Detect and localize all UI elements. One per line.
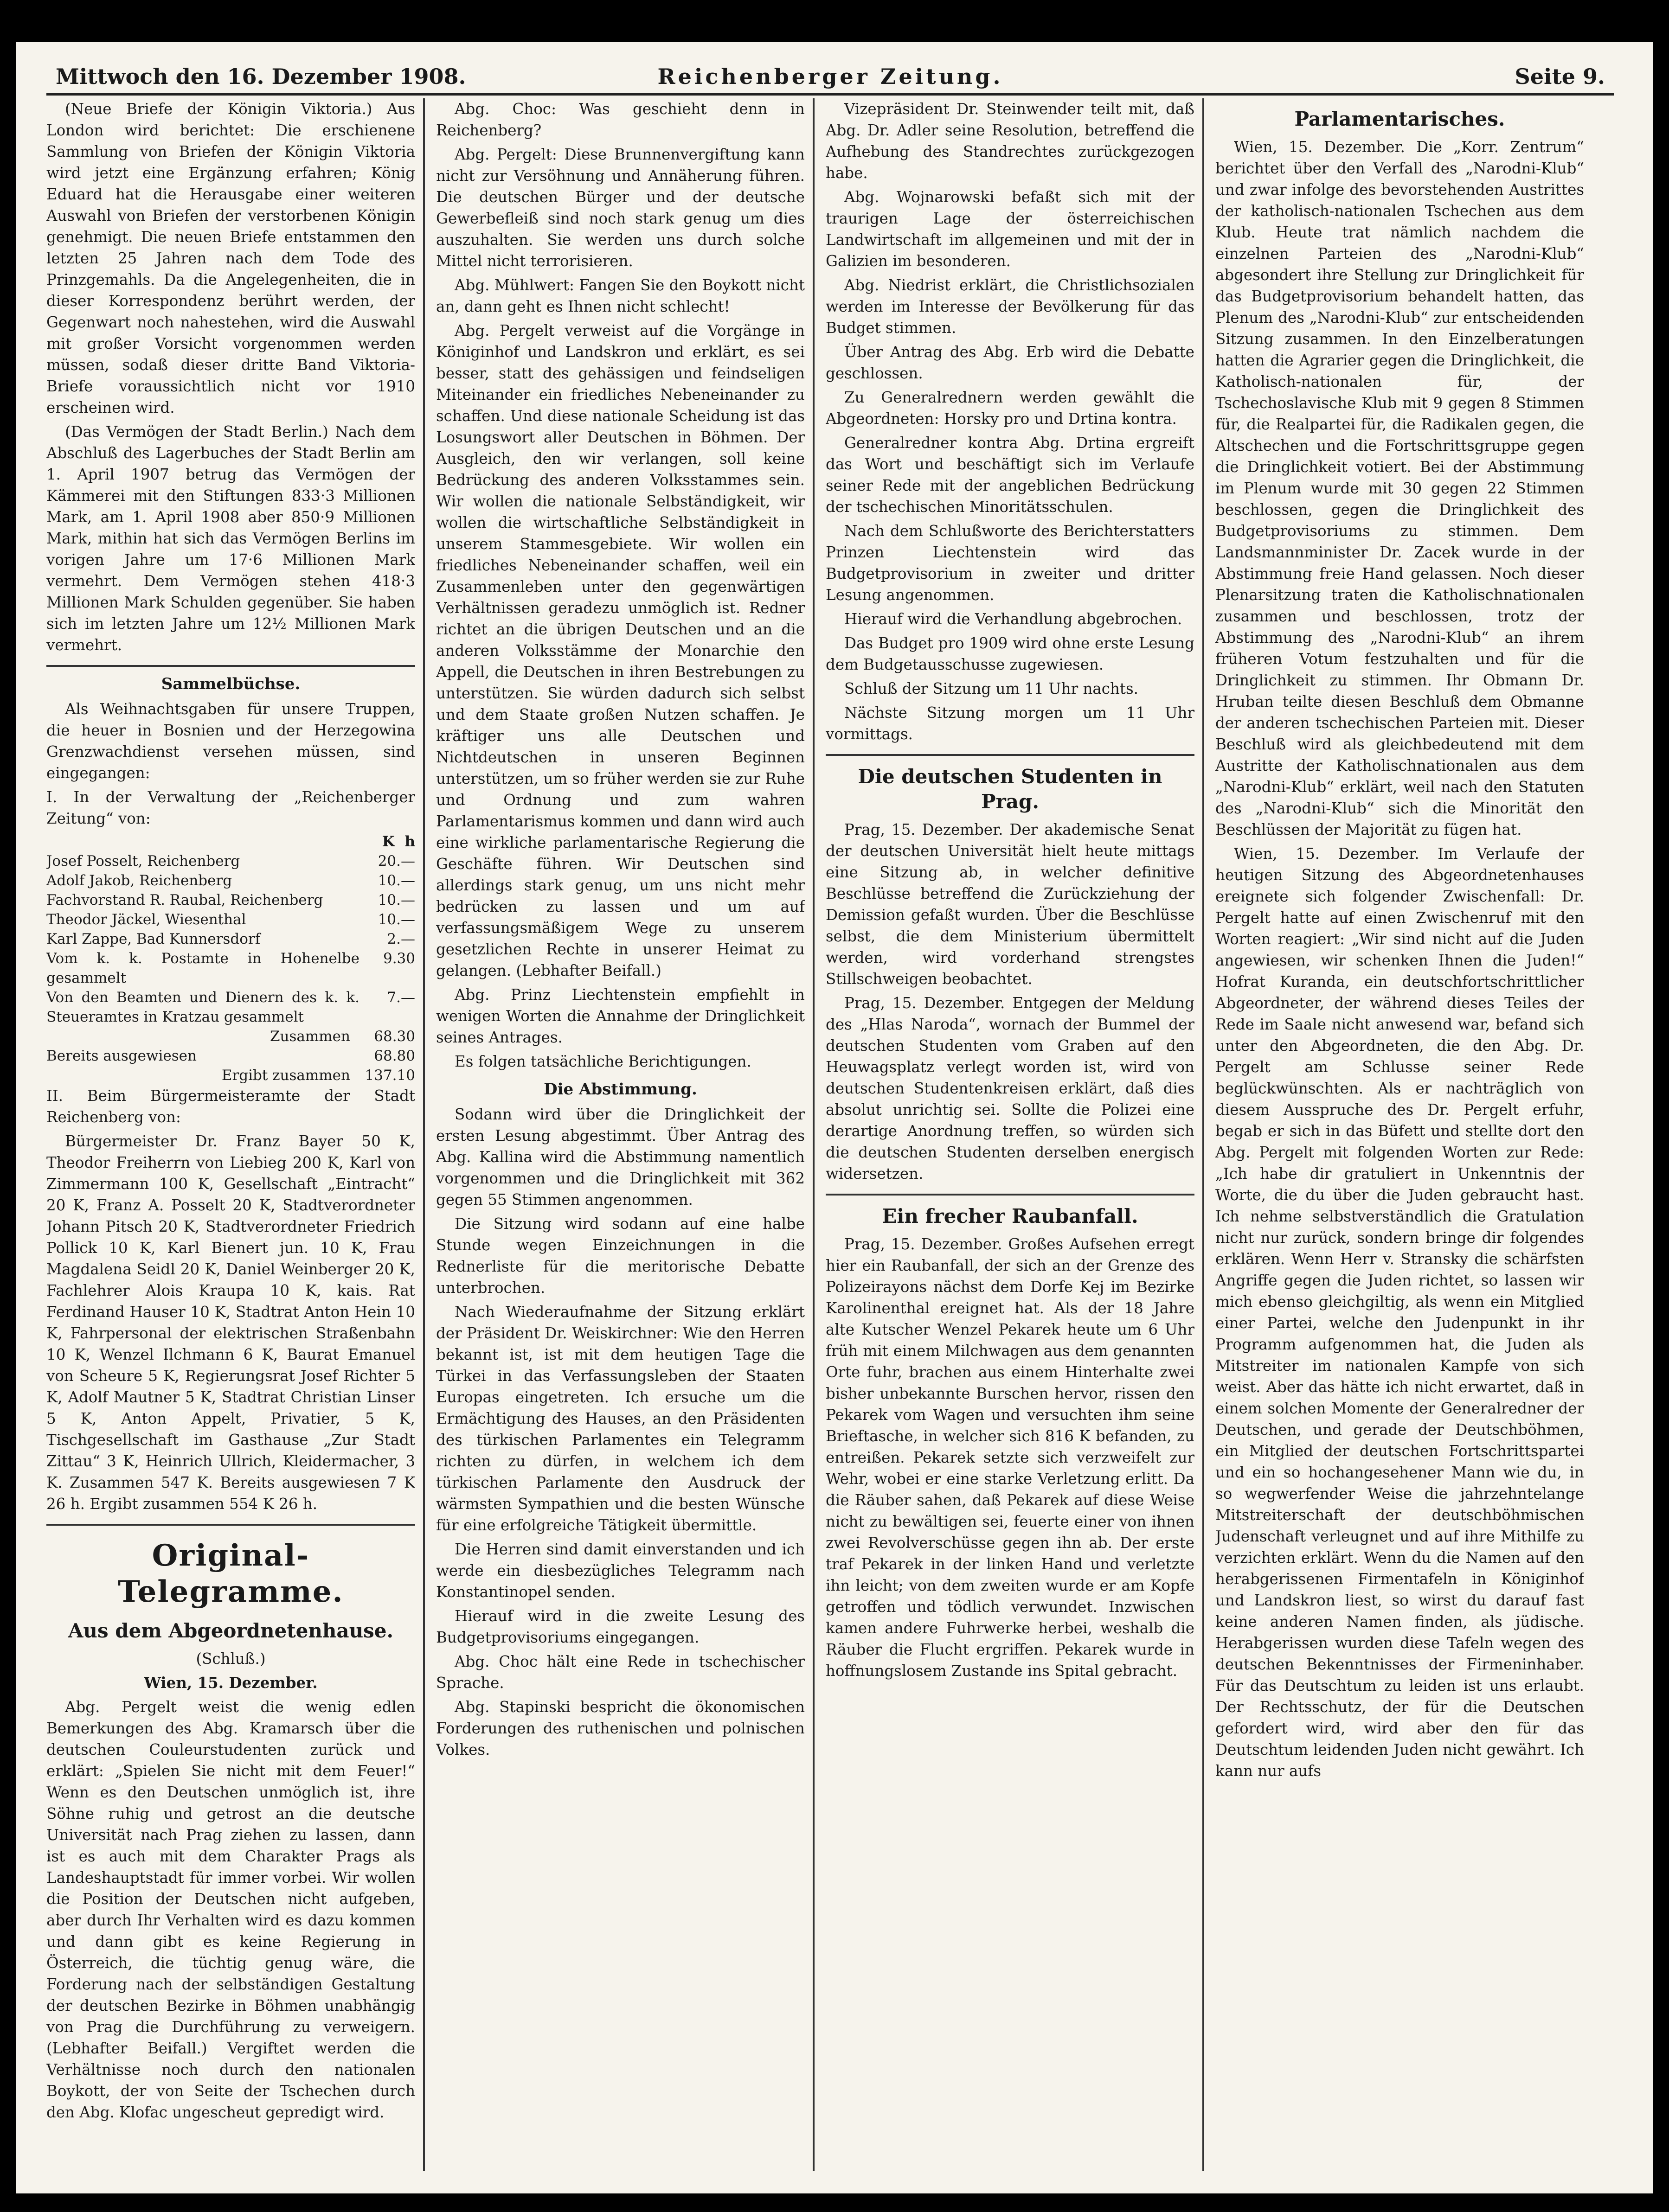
- already-label: Bereits ausgewiesen: [46, 1048, 197, 1064]
- paragraph: Hierauf wird in die zweite Lesung des Budgetprovisoriums eingegangen.: [436, 1607, 805, 1646]
- column-rule: [423, 98, 425, 2171]
- paragraph: Abg. Prinz Liechtenstein empfiehlt in wenigen Worten die Annahme der Dringlichkeit seines Antrages.: [436, 986, 805, 1046]
- total-value: 137.10: [365, 1067, 415, 1084]
- paragraph: Abg. Wojnarowski befaßt sich mit der traurigen Lage der österreichischen Landwirtschaft im allgemeinen und mit der in Galizien im besonderen.: [826, 188, 1194, 270]
- paragraph: Es folgen tatsächliche Berichtigungen.: [455, 1053, 751, 1070]
- list-item: [46, 871, 415, 890]
- subsection-title-abstimmung: Die Abstimmung.: [544, 1080, 697, 1099]
- section-divider: [46, 1524, 415, 1526]
- donor-name: Karl Zappe, Bad Kunnersdorf: [46, 931, 261, 947]
- paragraph: Das Budget pro 1909 wird ohne erste Lesung dem Budgetausschusse zugewiesen.: [826, 634, 1194, 673]
- sammel-section-2-text: Bürgermeister Dr. Franz Bayer 50 K, Theodor Freiherrn von Liebieg 200 K, Karl von Zimmermann 100 K, Gesellschaft „Eintracht“ 20 K, Franz A. Posselt 20 K, Stadtverordneter Johann Pitsch 20 K, Stadtverordneter Friedrich Pollick 10 K, Karl Bienert jun. 10 K, Frau Magdalena Seidl 20 K, Daniel Weinberger 20 K, Fachlehrer Alois Kraupa 10 K, kais. Rat Ferdinand Hauser 10 K, Stadtrat Anton Hein 10 K, Fahrpersonal der elektrischen Straßenbahn 10 K, Wenzel Ilchmann 6 K, Baurat Emanuel von Scheure 5 K, Regierungsrat Josef Richter 5 K, Adolf Mautner 5 K, Stadtrat Christian Linser 5 K, Anton Appelt, Privatier, 5 K, Tischgesellschaft im Gasthause „Zur Stadt Zittau“ 3 K, Heinrich Ullrich, Kleidermacher, 3 K. Zusammen 547 K. Bereits ausgewiesen 7 K 26 h. Ergibt zusammen 554 K 26 h.: [46, 1132, 415, 1513]
- donation-list: [46, 832, 415, 1085]
- article-pergelt-speech: Abg. Pergelt weist die wenig edlen Bemerkungen des Abg. Kramarsch über die deutschen Couleurstudenten zurück und erklärt: „Spielen Sie nicht mit dem Feuer!“ Wenn es den Deutschen unmöglich ist, ihre Söhne ruhig und getrost an die deutsche Universität nach Prag ziehen zu lassen, dann ist es auch mit dem Charakter Prags als Landeshauptstadt für immer vorbei. Wir wollen die Position der Deutschen nicht aufgeben, aber durch Ihr Verhalten wird es dazu kommen und dann gibt es keine Regierung in Österreich, die tüchtig genug wäre, die Forderung nach der selbständigen Gestaltung der deutschen Bezirke in Böhmen unabhängig von Prag die Durchführung zu verweigern. (Lebhafter Beifall.) Vergiftet werden die Verhältnisse noch durch den nationalen Boykott, der von Seite der Tschechen durch den Abg. Klofac ungescheut gepredigt wird.: [46, 1698, 415, 2121]
- article-queen-victoria-letters: (Neue Briefe der Königin Viktoria.) Aus London wird berichtet: Die erschienene Sammlung von Briefen der Königin Viktoria wird jetzt eine Ergänzung erfahren; König Eduard hat die Herausgabe einer weiteren Auswahl von Briefen der verstorbenen Königin genehmigt. Die neuen Briefe entstammen den letzten 25 Jahren nach dem Tode des Prinzgemahls. Da die Angelegenheiten, die in dieser Korrespondenz berührt werden, der Gegenwart noch nahestehen, wird die Auswahl mit großer Vorsicht vorgenommen werden müssen, sodaß dieser dritte Band Viktoria-Briefe voraussichtlich nicht vor 1910 erscheinen wird.: [46, 100, 415, 416]
- column-3: [826, 98, 1194, 2171]
- sum-row: [46, 1046, 415, 1066]
- paragraph: Prag, 15. Dezember. Der akademische Senat der deutschen Universität hielt heute mittags eine Sitzung ab, in welcher definitive Beschlüsse betreffend die Zurückziehung der Demission gefaßt wurden. Über die Beschlüsse selbst, die dem Ministerium übermittelt werden, wird vorderhand strengstes Stillschweigen beobachtet.: [826, 821, 1194, 988]
- paragraph: Nächste Sitzung morgen um 11 Uhr vormittags.: [826, 704, 1194, 743]
- paragraph: Abg. Pergelt verweist auf die Vorgänge in Königinhof und Landskron und erklärt, es sei besser, statt des gehässigen und feindseligen Miteinander ein friedliches Nebeneinander zu schaffen. Und diese nationale Scheidung ist das Losungswort aller Deutschen in Böhmen. Der Ausgleich, den wir verlangen, soll keine Bedrückung des anderen Volksstammes sein. Wir wollen die nationale Selbständigkeit, wir wollen die wirtschaftliche Selbständigkeit in unserem Stammesgebiete. Wir wollen ein friedliches Nebeneinander schaffen, weil ein Zusammenleben unter den gegenwärtigen Verhältnissen geradezu unmöglich ist. Redner richtet an die übrigen Deutschen und an die anderen Volksstämme der Monarchie den Appell, die Deutschen in ihren Bestrebungen zu unterstützen. Sie würden dadurch sich selbst und dem Staate großen Nutzen schaffen. Je kräftiger uns alle Deutschen und Nichtdeutschen in unseren Beginnen unterstützen, um so früher werden sie zur Ruhe und Ordnung und zum wahren Parlamentarismus kommen und dann wird auch eine wirkliche parlamentarische Regierung die Geschäfte führen. Wir Deutschen sind allerdings stark genug, um uns nicht mehr bedrücken zu lassen und um auf verfassungsmäßigem Wege zu unserem gesetzlichen Rechte in unserer Heimat zu gelangen. (Lebhafter Beifall.): [436, 322, 805, 979]
- already-value: 68.80: [374, 1048, 415, 1064]
- masthead: Reichenberger Zeitung.: [657, 64, 1003, 89]
- article-title-raubanfall: Ein frecher Raubanfall.: [882, 1205, 1138, 1227]
- paragraph: Nach Wiederaufnahme der Sitzung erklärt der Präsident Dr. Weiskirchner: Wie den Herren bekannt ist, ist mit dem heutigen Tage die Türkei in das Verfassungsleben der Staaten Europas eingetreten. Ich ersuche um die Ermächtigung des Hauses, an den Präsidenten des türkischen Parlamentes ein Telegramm richten zu dürfen, in welchem ich dem türkischen Parlamente den Ausdruck der wärmsten Sympathien und die besten Wünsche für eine erfolgreiche Tätigkeit übermittle.: [436, 1303, 805, 1534]
- paragraph: Abg. Mühlwert: Fangen Sie den Boykott nicht an, dann geht es Ihnen nicht schlecht!: [436, 276, 805, 315]
- unit-header-row: [46, 832, 415, 851]
- sum-label: Zusammen: [270, 1028, 350, 1045]
- donor-name: Vom k. k. Postamte in Hohenelbe gesammelt: [46, 950, 359, 986]
- column-4: [1215, 98, 1584, 2171]
- sum-value: 68.30: [374, 1028, 415, 1045]
- issue-date: Mittwoch den 16. Dezember 1908.: [56, 64, 466, 89]
- donor-name: Theodor Jäckel, Wiesenthal: [46, 911, 246, 928]
- section-divider: [826, 754, 1194, 756]
- list-item: [46, 929, 415, 949]
- unit-heller: h: [404, 833, 415, 850]
- page-number: Seite 9.: [1515, 64, 1605, 89]
- scan-border-bottom: [0, 2193, 1669, 2212]
- paragraph: Prag, 15. Dezember. Entgegen der Meldung des „Hlas Naroda“, wornach der Bummel der deutschen Studenten vom Graben auf den Heuwagsplatz verlegt worden ist, wird von deutschen Studentenkreisen erklärt, daß dies absolut unrichtig sei. Sollte die Polizei eine derartige Anordnung treffen, so würden sich die deutschen Studenten derselben energisch widersetzen.: [826, 994, 1194, 1183]
- sammel-intro: Als Weihnachtsgaben für unsere Truppen, die heuer in Bosnien und der Herzegowina Grenzwachdienst versehen müssen, sind eingegangen:: [46, 700, 415, 782]
- section-title-sammelbuechse: Sammelbüchse.: [161, 675, 301, 693]
- column-rule: [813, 98, 815, 2171]
- column-rule: [1202, 98, 1204, 2171]
- donor-name: Von den Beamten und Dienern des k. k. Steueramtes in Kratzau gesammelt: [46, 989, 359, 1025]
- paragraph: Sodann wird über die Dringlichkeit der ersten Lesung abgestimmt. Über Antrag des Abg. Kallina wird die Abstimmung namentlich vorgenommen und die Dringlichkeit mit 362 gegen 55 Stimmen angenommen.: [436, 1106, 805, 1208]
- section-title-parlamentarisches: Parlamentarisches.: [1294, 108, 1505, 130]
- dateline: Wien, 15. Dezember.: [144, 1674, 318, 1692]
- column-1: [46, 98, 415, 2171]
- donor-name: Adolf Jakob, Reichenberg: [46, 872, 232, 889]
- column-2: [436, 98, 805, 2171]
- donor-amount: 10.—: [378, 872, 415, 889]
- paragraph: Nach dem Schlußworte des Berichterstatters Prinzen Liechtenstein wird das Budgetprovisorium in zweiter und dritter Lesung angenommen.: [826, 522, 1194, 604]
- paragraph: Vizepräsident Dr. Steinwender teilt mit, daß Abg. Dr. Adler seine Resolution, betreffend die Aufhebung des Standrechtes zurückgezogen habe.: [826, 100, 1194, 182]
- paragraph: Zu Generalrednern werden gewählt die Abgeordneten: Horsky pro und Drtina kontra.: [826, 389, 1194, 428]
- unit-header: [359, 832, 415, 851]
- section-title-telegramme: Original-Telegramme.: [118, 1538, 344, 1609]
- scan-border-top: [0, 0, 1669, 42]
- scan-border-left: [0, 0, 16, 2212]
- donor-amount: 10.—: [378, 911, 415, 928]
- donor-amount: 2.—: [387, 931, 415, 947]
- list-item: [46, 851, 415, 871]
- paragraph: Abg. Niedrist erklärt, die Christlichsozialen werden im Interesse der Bevölkerung für das Budget stimmen.: [826, 276, 1194, 337]
- sum-row: [46, 1066, 415, 1085]
- list-item: [46, 890, 415, 910]
- paragraph: Die Sitzung wird sodann auf eine halbe Stunde wegen Einzeichnungen in die Rednerliste für die meritorische Debatte unterbrochen.: [436, 1215, 805, 1297]
- paragraph: Hierauf wird die Verhandlung abgebrochen.: [844, 610, 1182, 628]
- list-item: [46, 988, 415, 1027]
- sum-row: [46, 1027, 415, 1046]
- sammel-section-1: I. In der Verwaltung der „Reichenberger Zeitung“ von:: [46, 788, 415, 827]
- paragraph: Über Antrag des Abg. Erb wird die Debatte geschlossen.: [826, 343, 1194, 382]
- paragraph: Wien, 15. Dezember. Die „Korr. Zentrum“ berichtet über den Verfall des „Narodni-Klub“ und zwar infolge des bevorstehenden Austrittes der katholisch-nationalen Tschechen aus dem Klub. Heute trat nämlich nachdem die einzelnen Parteien des „Narodni-Klub“ abgesondert ihre Stellung zur Dringlichkeit für das Budgetprovisorium behandelt hatten, das Plenum des „Narodni-Klub“ zur entscheidenden Sitzung zusammen. In den Einzelberatungen hatten die Agrarier gegen die Dringlichkeit, die Katholisch-nationalen für, der Tschechoslavische Klub mit 9 gegen 8 Stimmen für, die Realpartei für, die Radikalen gegen, die Altschechen und die Fortschrittsgruppe gegen die Dringlichkeit votiert. Bei der Abstimmung im Plenum wurde mit 30 gegen 22 Stimmen beschlossen, gegen die Dringlichkeit des Budgetprovisoriums zu stimmen. Dem Landsmannminister Dr. Zacek wurde in der Abstimmung freie Hand gelassen. Noch dieser Plenarsitzung traten die Katholischnationalen zusammen und beschlossen, trotz der Abstimmung des „Narodni-Klub“ an ihrem früheren Votum festzuhalten und für die Dringlichkeit zu stimmen. Ihr Obmann Dr. Hruban teilte diesen Beschluß dem Obmanne der anderen tschechischen Parteien mit. Dieser Beschluß wird als gleichbedeutend mit dem Austritte der Katholischnationalen aus dem „Narodni-Klub“ erklärt, weil nach den Statuten des „Narodni-Klub“ sich die Minorität den Beschlüssen der Majorität zu fügen hat.: [1215, 138, 1584, 838]
- article-berlin-wealth: (Das Vermögen der Stadt Berlin.) Nach dem Abschluß des Lagerbuches der Stadt Berlin am 1. April 1907 betrug das Vermögen der Kämmerei mit den Stiftungen 833·3 Millionen Mark, am 1. April 1908 aber 850·9 Millionen Mark, mithin hat sich das Vermögen Berlins im vorigen Jahre um 17·6 Millionen Mark vermehrt. Dem Vermögen stehen 418·3 Millionen Mark Schulden gegenüber. Sie haben sich im letzten Jahre um 12½ Millionen Mark vermehrt.: [46, 423, 415, 654]
- page-header: [56, 64, 1605, 96]
- section-divider: [46, 665, 415, 667]
- sammel-section-2: II. Beim Bürgermeisteramte der Stadt Reichenberg von:: [46, 1087, 415, 1126]
- article-title-studenten: Die deutschen Studenten in Prag.: [858, 765, 1162, 813]
- paragraph: Die Herren sind damit einverstanden und ich werde ein diesbezügliches Telegramm nach Konstantinopel senden.: [436, 1541, 805, 1601]
- paragraph: Abg. Pergelt: Diese Brunnenvergiftung kann nicht zur Versöhnung und Annäherung führen. Die deutschen Bürger und der deutsche Gewerbefleiß sind noch stark genug um dies auszuhalten. Sie werden uns durch solche Mittel nicht terrorisieren.: [436, 146, 805, 270]
- donor-amount: 7.—: [387, 989, 415, 1006]
- donor-amount: 10.—: [378, 892, 415, 908]
- section-divider: [826, 1194, 1194, 1196]
- article-title-abgeordnetenhaus: Aus dem Abgeordnetenhause.: [68, 1619, 394, 1642]
- total-label: Ergibt zusammen: [221, 1067, 350, 1084]
- scan-border-right: [1653, 0, 1669, 2212]
- donor-amount: 9.30: [383, 950, 415, 967]
- donor-amount: 20.—: [378, 853, 415, 869]
- list-item: [46, 910, 415, 929]
- unit-kronen: K: [382, 833, 395, 850]
- paragraph: Abg. Choc hält eine Rede in tschechischer Sprache.: [436, 1653, 805, 1692]
- paragraph: Schluß der Sitzung um 11 Uhr nachts.: [844, 680, 1138, 697]
- paragraph: Prag, 15. Dezember. Großes Aufsehen erregt hier ein Raubanfall, der sich an der Grenze des Polizeirayons nächst dem Dorfe Kej im Bezirke Karolinenthal ereignet hat. Als der 18 Jahre alte Kutscher Wenzel Pekarek heute um 6 Uhr früh mit einem Milchwagen aus dem genannten Orte fuhr, brachen aus einem Hinterhalte zwei bisher unbekannte Burschen hervor, rissen den Pekarek vom Wagen und versuchten ihm seine Brieftasche, in welcher sich 816 K befanden, zu entreißen. Pekarek setzte sich verzweifelt zur Wehr, wobei er eine starke Verletzung erlitt. Da die Räuber sahen, daß Pekarek auf diese Weise nicht zu bewältigen sei, feuerte einer von ihnen zwei Revolverschüsse gegen ihn ab. Der erste traf Pekarek in der linken Hand und verletzte ihn leicht; von dem zweiten wurde er am Kopfe getroffen und tödlich verwundet. Inzwischen kamen andere Fuhrwerke herbei, weshalb die Räuber die Flucht ergriffen. Pekarek wurde in hoffnungslosem Zustande ins Spital gebracht.: [826, 1235, 1194, 1680]
- paragraph: Abg. Stapinski bespricht die ökonomischen Forderungen des ruthenischen und polnischen Volkes.: [436, 1698, 805, 1758]
- donor-name: Fachvorstand R. Raubal, Reichenberg: [46, 892, 323, 908]
- donor-name: Josef Posselt, Reichenberg: [46, 853, 240, 869]
- list-item: [46, 949, 415, 988]
- paragraph: Generalredner kontra Abg. Drtina ergreift das Wort und beschäftigt sich im Verlaufe seiner Rede mit der angeblichen Bedrückung der tschechischen Minoritätsschulen.: [826, 434, 1194, 516]
- paragraph: Abg. Choc: Was geschieht denn in Reichenberg?: [436, 100, 805, 139]
- header-rule: [46, 93, 1614, 96]
- continuation-note: (Schluß.): [196, 1650, 266, 1668]
- paragraph: Wien, 15. Dezember. Im Verlaufe der heutigen Sitzung des Abgeordnetenhauses ereignete sich folgender Zwischenfall: Dr. Pergelt hatte auf einen Zwischenruf mit den Worten reagiert: „Wir sind nicht auf die Juden angewiesen, wir schenken Ihnen die Juden!“ Hofrat Kuranda, ein deutschfortschrittlicher Abgeordneter, der während dieses Teiles der Rede im Saale nicht anwesend war, befand sich unter den Abgeordneten, die den Abg. Dr. Pergelt am Schlusse seiner Rede beglückwünschten. Als er nachträglich von diesem Ausspruche des Dr. Pergelt erfuhr, begab er sich in das Büfett und stellte dort den Abg. Pergelt mit folgenden Worten zur Rede: „Ich habe dir gratuliert in Unkenntnis der Worte, die du über die Juden gebraucht hast. Ich nehme selbstverständlich die Gratulation nicht nur zurück, sondern bringe dir folgendes erklären. Wenn Herr v. Stransky die schärfsten Angriffe gegen die Juden richtet, so lassen wir mich ebenso gleichgiltig, als wenn ein Mitglied einer Partei, welche den Judenpunkt in ihr Programm aufgenommen hat, die Juden als Mitstreiter im nationalen Kampfe von sich weist. Aber das hätte ich nicht erwartet, daß in einem solchen Momente der Generalredner der Deutschen, und gerade der Deutschböhmen, ein Mitglied der deutschen Fortschrittspartei und ein so hochangesehener Mann wie du, in so wegwerfender Weise die jahrzehntelange Mitstreiterschaft der deutschböhmischen Judenschaft verleugnet und auf ihre Mithilfe zu verzichten erklärt. Wenn du die Namen auf den herabgerissenen Firmentafeln in Königinhof und Landskron liest, so wirst du darauf fast keine anderen Namen finden, als jüdische. Herabgerissen wurden diese Tafeln wegen des deutschen Bekenntnisses der Firmeninhaber. Für das Deutschtum zu leiden ist uns erlaubt. Der Rechtsschutz, der für die Deutschen gefordert wird, wird aber den für das Deutschtum leidenden Juden nicht gewährt. Ich kann nur aufs: [1215, 845, 1584, 1780]
